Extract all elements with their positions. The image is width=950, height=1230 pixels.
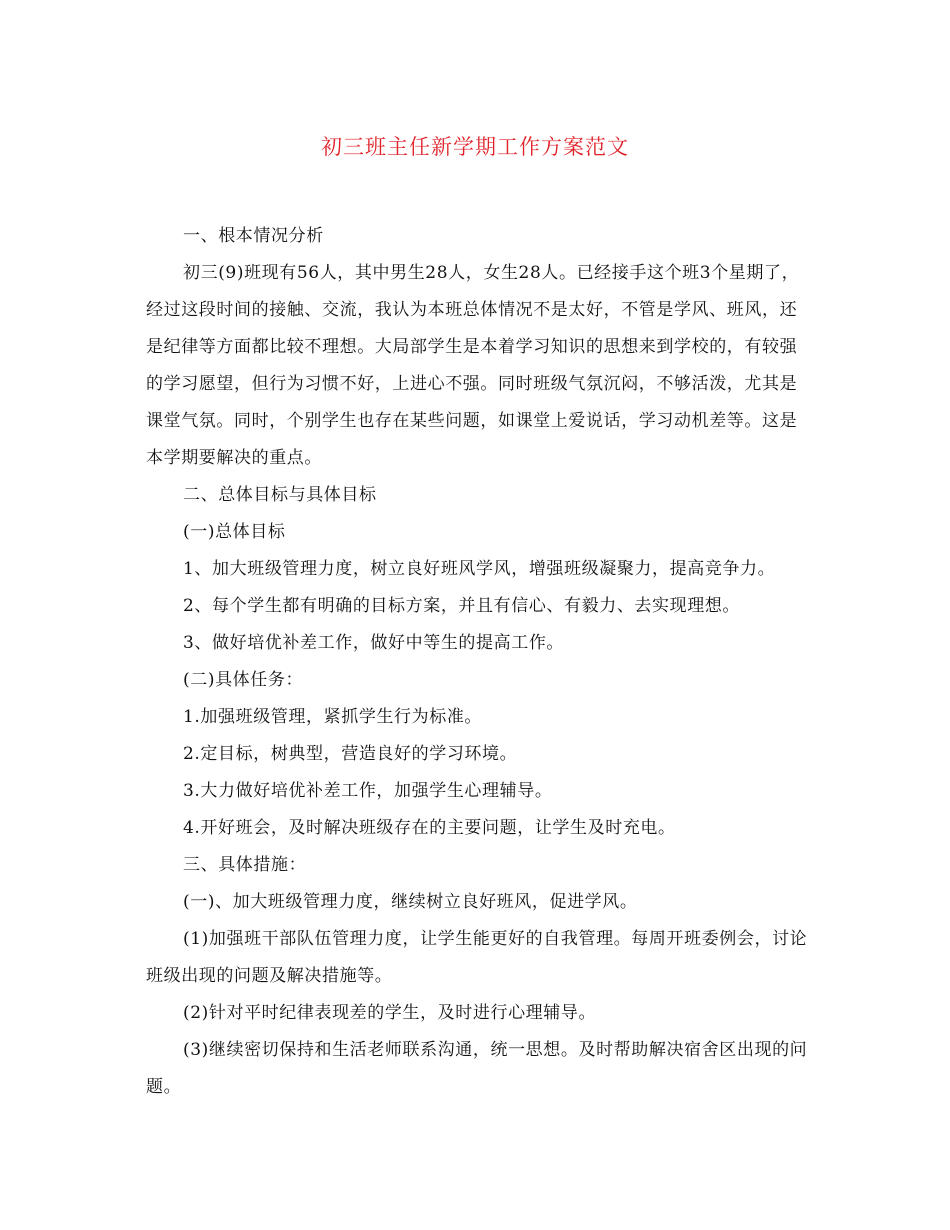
goal-item-2: 2、每个学生都有明确的目标方案，并且有信心、有毅力、去实现理想。 — [183, 596, 741, 616]
document-body — [146, 218, 814, 1106]
goal-item-1: 1、加大班级管理力度，树立良好班风学风，增强班级凝聚力，提高竞争力。 — [183, 559, 776, 579]
measure-item-3: (3)继续密切保持和生活老师联系沟通，统一思想。及时帮助解决宿舍区出现的问题。 — [146, 1040, 808, 1097]
document-title: 初三班主任新学期工作方案范文 — [321, 135, 629, 159]
task-item-1: 1.加强班级管理，紧抓学生行为标准。 — [183, 707, 483, 727]
measure-item-2: (2)针对平时纪律表现差的学生，及时进行心理辅导。 — [183, 1003, 597, 1023]
goal-item-3: 3、做好培优补差工作，做好中等生的提高工作。 — [183, 633, 565, 653]
paragraph-situation-analysis: 初三(9)班现有56人，其中男生28人，女生28人。已经接手这个班3个星期了，经过这段时间的接触、交流，我认为本班总体情况不是太好，不管是学风、班风，还是纪律等方面都比较不理想。大局部学生是本着学习知识的思想来到学校的，有较强的学习愿望，但行为习惯不好，上进心不强。同时班级气氛沉闷，不够活泼，尤其是课堂气氛。同时，个别学生也存在某些问题，如课堂上爱说话，学习动机差等。这是本学期要解决的重点。 — [146, 263, 800, 468]
section-heading-1: 一、根本情况分析 — [183, 226, 324, 246]
measure-item-1: (1)加强班干部队伍管理力度，让学生能更好的自我管理。每周开班委例会，讨论班级出现的问题及解决措施等。 — [146, 929, 808, 986]
task-item-2: 2.定目标，树典型，营造良好的学习环境。 — [183, 744, 518, 764]
measure-heading-1: (一)、加大班级管理力度，继续树立良好班风，促进学风。 — [183, 892, 638, 912]
task-item-3: 3.大力做好培优补差工作，加强学生心理辅导。 — [183, 781, 553, 801]
subsection-heading-overall-goal: (一)总体目标 — [183, 522, 286, 542]
subsection-heading-tasks: (二)具体任务： — [183, 670, 304, 690]
section-heading-2: 二、总体目标与具体目标 — [183, 485, 377, 505]
section-heading-3: 三、具体措施： — [183, 855, 307, 875]
task-item-4: 4.开好班会，及时解决班级存在的主要问题，让学生及时充电。 — [183, 818, 676, 838]
